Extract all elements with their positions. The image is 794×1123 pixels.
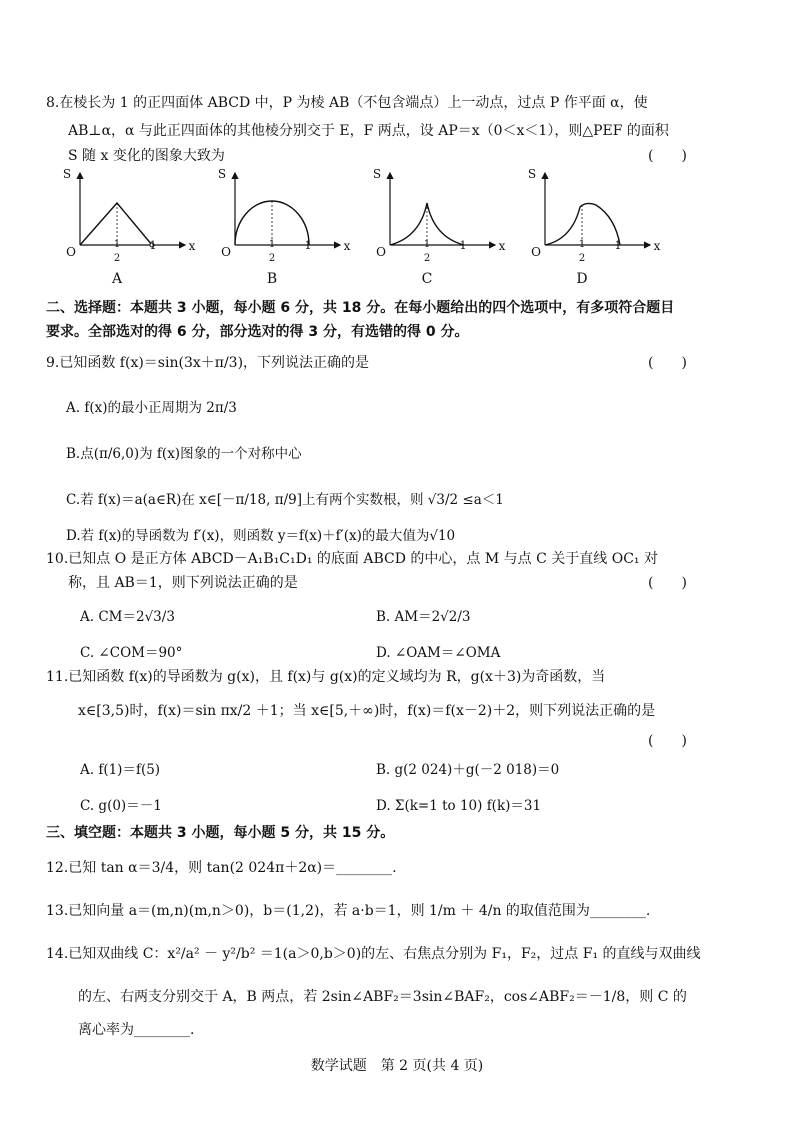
q10-option-a: A. CM＝2√3/3 bbox=[80, 609, 175, 625]
q14-line2: 的左、右两支分别交于 A，B 两点，若 2sin∠ABF₂＝3sin∠BAF₂，cos∠ABF₂＝－1/8，则 C 的 bbox=[78, 989, 687, 1005]
graph-tick-half-den: 2 bbox=[113, 253, 121, 264]
graph-option-label: D bbox=[576, 271, 588, 287]
graph-tick-half-num: 1 bbox=[423, 239, 431, 250]
graph-s-label: S bbox=[62, 167, 72, 181]
q10-answer-paren: ( ) bbox=[648, 575, 687, 591]
section3-heading: 三、填空题：本题共 3 小题，每小题 5 分，共 15 分。 bbox=[46, 825, 395, 841]
q8-line3: S 随 x 变化的图象大致为 bbox=[68, 148, 225, 164]
graph-tick-half-num: 1 bbox=[578, 239, 586, 250]
q11-option-d: D. Σ(k=1 to 10) f(k)＝31 bbox=[376, 798, 542, 814]
q9-option-b: B.点(π/6,0)为 f(x)图象的一个对称中心 bbox=[66, 446, 302, 462]
graph-tick-one: 1 bbox=[614, 239, 622, 252]
q13: 13.已知向量 a＝(m,n)(m,n＞0)，b＝(1,2)，若 a·b＝1，则 1/m ＋ 4/n 的取值范围为________. bbox=[46, 903, 651, 919]
graph-tick-one: 1 bbox=[149, 239, 157, 252]
q11-line2: x∈[3,5)时，f(x)＝sin πx/2 ＋1；当 x∈[5,＋∞)时，f(x)＝f(x－2)＋2，则下列说法正确的是 bbox=[78, 703, 656, 719]
q11-option-a: A. f(1)＝f(5) bbox=[80, 762, 161, 778]
graph-b bbox=[235, 173, 340, 245]
graph-tick-one: 1 bbox=[304, 239, 312, 252]
graph-origin-label: O bbox=[66, 245, 76, 259]
section2-line2: 要求。全部选对的得 6 分，部分选对的得 3 分，有选错的得 0 分。 bbox=[46, 324, 469, 340]
graph-origin-label: O bbox=[376, 245, 386, 259]
graph-origin-label: O bbox=[531, 245, 541, 259]
q8-graphs bbox=[55, 165, 705, 295]
q9-option-c: C.若 f(x)＝a(a∈R)在 x∈[－π/18, π/9]上有两个实数根，则 √3/2 ≤a＜1 bbox=[66, 492, 504, 508]
q14-line1: 14.已知双曲线 C：x²/a² － y²/b² ＝1(a＞0,b＞0)的左、右焦点分别为 F₁，F₂，过点 F₁ 的直线与双曲线 bbox=[46, 946, 701, 962]
q10-line1: 10.已知点 O 是正方体 ABCD－A₁B₁C₁D₁ 的底面 ABCD 的中心，点 M 与点 C 关于直线 OC₁ 对 bbox=[46, 551, 658, 567]
q10-line2: 称，且 AB＝1，则下列说法正确的是 bbox=[68, 575, 298, 591]
q14-line3: 离心率为________. bbox=[78, 1022, 195, 1038]
graph-origin-label: O bbox=[221, 245, 231, 259]
page-footer: 数学试题 第 2 页(共 4 页) bbox=[310, 1058, 484, 1074]
q12: 12.已知 tan α＝3/4，则 tan(2 024π＋2α)＝________. bbox=[46, 860, 397, 876]
graph-s-label: S bbox=[527, 167, 537, 181]
q9-option-d: D.若 f(x)的导函数为 f′(x)，则函数 y＝f(x)＋f′(x)的最大值为√10 bbox=[66, 528, 456, 544]
graph-a bbox=[80, 173, 185, 247]
q10-option-d: D. ∠OAM＝∠OMA bbox=[376, 645, 501, 661]
q10-option-c: C. ∠COM＝90° bbox=[80, 645, 183, 661]
q8-answer-paren: ( ) bbox=[648, 148, 687, 164]
graph-x-label: x bbox=[498, 239, 506, 253]
graph-x-label: x bbox=[188, 239, 196, 253]
q9-stem: 9.已知函数 f(x)＝sin(3x＋π/3)，下列说法正确的是 bbox=[46, 355, 370, 371]
q8-line2: AB⊥α，α 与此正四面体的其他棱分别交于 E，F 两点，设 AP＝x（0＜x＜1），则△PEF 的面积 bbox=[68, 123, 669, 139]
q11-line1: 11.已知函数 f(x)的导函数为 g(x)，且 f(x)与 g(x)的定义域均为 R，g(x＋3)为奇函数，当 bbox=[46, 669, 606, 685]
graph-tick-half-den: 2 bbox=[423, 253, 431, 264]
q9-option-a: A. f(x)的最小正周期为 2π/3 bbox=[66, 400, 237, 416]
graph-tick-half-num: 1 bbox=[113, 239, 121, 250]
section2-line1: 二、选择题：本题共 3 小题，每小题 6 分，共 18 分。在每小题给出的四个选项中，有多项符合题目 bbox=[46, 300, 675, 316]
q11-option-c: C. g(0)＝－1 bbox=[80, 798, 162, 814]
q9-answer-paren: ( ) bbox=[648, 355, 687, 371]
graph-c bbox=[390, 173, 495, 245]
graph-option-label: B bbox=[266, 271, 278, 287]
graph-option-label: A bbox=[111, 271, 123, 287]
graph-option-label: C bbox=[421, 271, 433, 287]
graph-tick-half-num: 1 bbox=[268, 239, 276, 250]
q11-answer-paren: ( ) bbox=[648, 733, 687, 749]
graph-d bbox=[545, 173, 650, 245]
graph-x-label: x bbox=[343, 239, 351, 253]
graph-tick-one: 1 bbox=[459, 239, 467, 252]
q8-line1: 8.在棱长为 1 的正四面体 ABCD 中，P 为棱 AB（不包含端点）上一动点，过点 P 作平面 α，使 bbox=[46, 95, 648, 111]
graph-tick-half-den: 2 bbox=[268, 253, 276, 264]
graph-tick-half-den: 2 bbox=[578, 253, 586, 264]
q11-option-b: B. g(2 024)＋g(－2 018)＝0 bbox=[376, 762, 560, 778]
graph-s-label: S bbox=[372, 167, 382, 181]
q10-option-b: B. AM＝2√2/3 bbox=[376, 609, 471, 625]
graph-x-label: x bbox=[653, 239, 661, 253]
graph-s-label: S bbox=[217, 167, 227, 181]
